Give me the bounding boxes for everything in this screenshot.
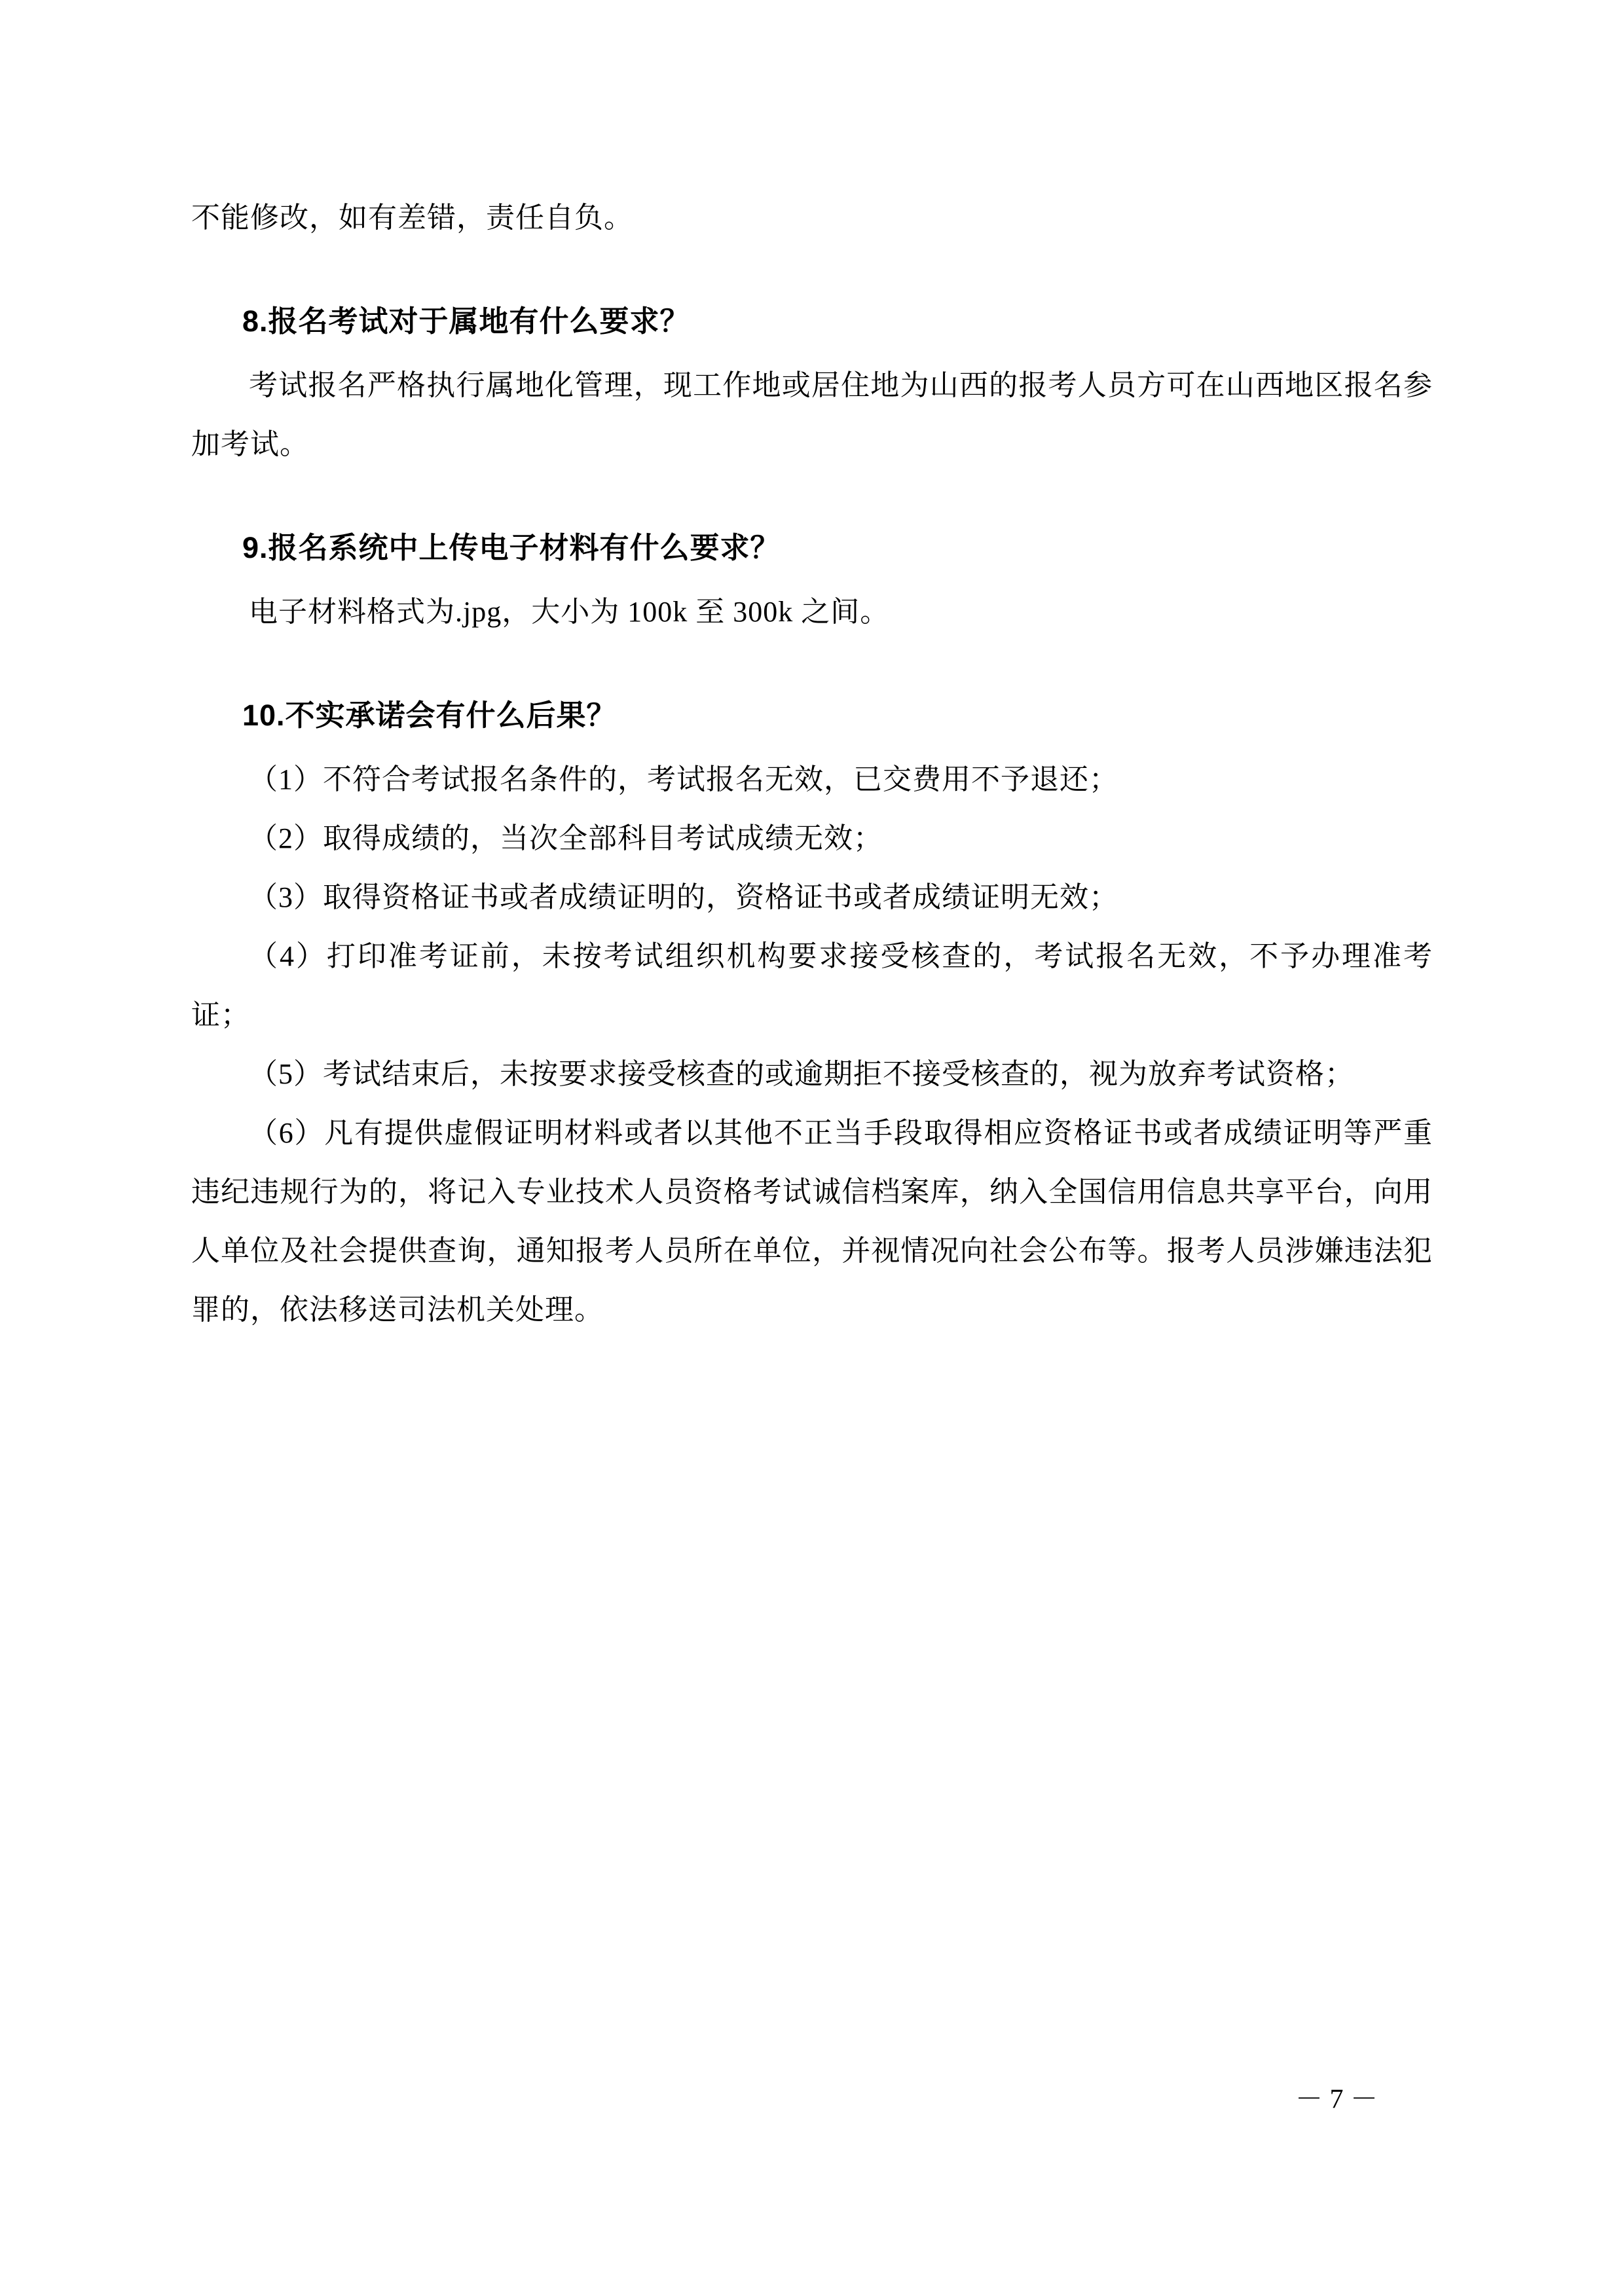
section-10-item-3: （3）取得资格证书或者成绩证明的，资格证书或者成绩证明无效； — [249, 881, 1118, 913]
section-10-heading: 10.不实承诺会有什么后果？ — [242, 699, 617, 732]
section-9-paragraph: 电子材料格式为.jpg，大小为 100k 至 300k 之间。 — [249, 596, 890, 628]
section-10-item-4: （4）打印准考证前，未按考试组织机构要求接受核查的，考试报名无效，不予办理准考证； — [191, 940, 1433, 1031]
section-10-item-6: （6）凡有提供虚假证明材料或者以其他不正当手段取得相应资格证书或者成绩证明等严重违纪违规行为的，将记入专业技术人员资格考试诚信档案库，纳入全国信用信息共享平台，向用人单位及社会提供查询，通知报考人员所在单位，并视情况向社会公布等。报考人员涉嫌违法犯罪的，依法移送司法机关处理。 — [191, 1117, 1433, 1326]
document-content — [191, 189, 1433, 1339]
section-8-heading: 8.报名考试对于属地有什么要求？ — [242, 304, 690, 338]
section-8-paragraph: 考试报名严格执行属地化管理，现工作地或居住地为山西的报考人员方可在山西地区报名参加考试。 — [191, 369, 1433, 460]
section-10-item-2: （2）取得成绩的，当次全部科目考试成绩无效； — [249, 822, 883, 854]
page-number: － 7 － — [1295, 2085, 1378, 2115]
section-10-item-1: （1）不符合考试报名条件的，考试报名无效，已交费用不予退还； — [249, 763, 1118, 795]
section-10-item-5: （5）考试结束后，未按要求接受核查的或逾期拒不接受核查的，视为放弃考试资格； — [249, 1058, 1354, 1090]
paragraph-continuation: 不能修改，如有差错，责任自负。 — [191, 202, 633, 234]
section-9-heading: 9.报名系统中上传电子材料有什么要求？ — [242, 531, 781, 564]
